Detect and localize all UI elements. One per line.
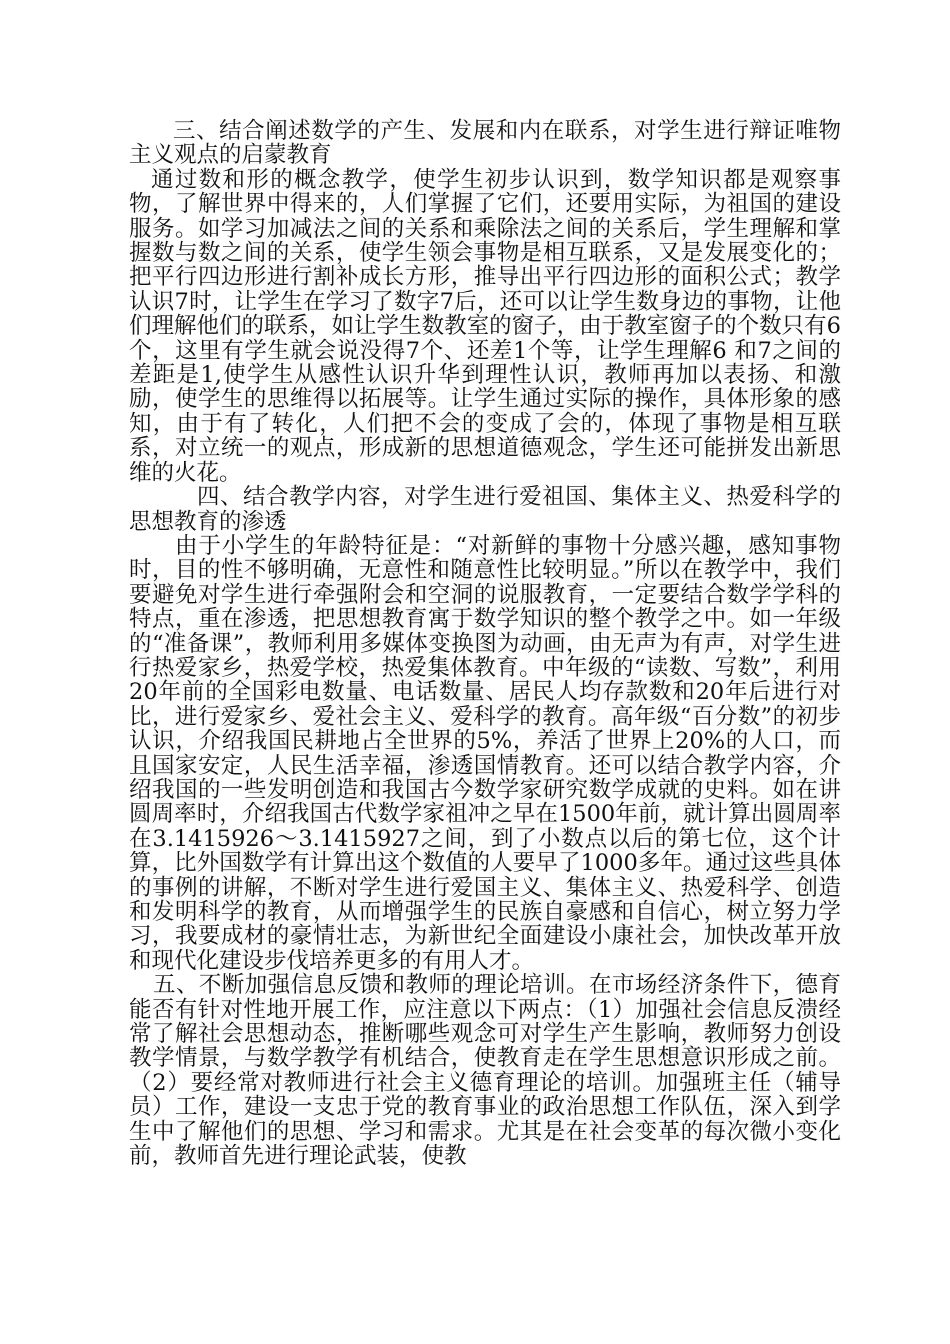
section-heading-three: 三、结合阐述数学的产生、发展和内在联系，对学生进行辩证唯物主义观点的启蒙教育 (129, 118, 841, 169)
document-page (129, 119, 841, 1168)
paragraph-three-body: 通过数和形的概念教学，使学生初步认识到，数学知识都是观察事物，了解世界中得来的，人们掌握了它们，还要用实际，为祖国的建设服务。如学习加减法之间的关系和乘除法之间的关系后，学生理解和掌握数与数之间的关系，使学生领会事物是相互联系，又是发展变化的；把平行四边形进行割补成长方形，推导出平行四边形的面积公式；教学认识7时，让学生在学习了数字7后，还可以让学生数身边的事物，让他们理解他们的联系，如让学生数教室的窗子，由于教室窗子的个数只有6个，这里有学生就会说没得7个、还差1个等，让学生理解6 和7之间的差距是1,使学生从感性认识升华到理性认识，教师再加以表扬、和激励，使学生的思维得以拓展等。让学生通过实际的操作，具体形象的感知，由于有了转化，人们把不会的变成了会的，体现了事物是相互联系，对立统一的观点，形成新的思想道德观念，学生还可能拼发出新思维的火花。 (129, 166, 841, 486)
paragraph-five-body: 五、不断加强信息反馈和教师的理论培训。在市场经济条件下，德育能否有针对性地开展工作，应注意以下两点：（1）加强社会信息反溃经常了解社会思想动态，推断哪些观念可对学生产生影响，教师努力创设教学情景，与数学教学有机结合，使教育走在学生思想意识形成之前。（2）要经常对教师进行社会主义德育理论的培训。加强班主任（辅导员）工作，建设一支忠于党的教育事业的政治思想工作队伍，深入到学生中了解他们的思想、学习和需求。尤其是在社会变革的每次微小变化前，教师首先进行理论武装，使教 (129, 972, 841, 1170)
paragraph-four-body: 由于小学生的年龄特征是：“对新鲜的事物十分感兴趣，感知事物时，目的性不够明确，无意性和随意性比较明显。”所以在教学中，我们要避免对学生进行牵强附会和空洞的说服教育，一定要结合数学学科的特点，重在渗透，把思想教育寓于数学知识的整个教学之中。如一年级的“准备课”，教师利用多媒体变换图为动画，由无声为有声，对学生进行热爱家乡，热爱学校，热爱集体教育。中年级的“读数、写数”，利用20年前的全国彩电数量、电话数量、居民人均存款数和20年后进行对比，进行爱家乡、爱社会主义、爱科学的教育。高年级“百分数”的初步认识，介绍我国民耕地占全世界的5%，养活了世界上20%的人口，而且国家安定，人民生活幸福，渗透国情教育。还可以结合教学内容，介绍我国的一些发明创造和我国古今数学家研究数学成就的史料。如在讲圆周率时，介绍我国古代数学家祖冲之早在1500年前，就计算出圆周率在3.1415926～3.1415927之间，到了小数点以后的第七位，这个计算，比外国数学有计算出这个数值的人要早了1000多年。通过这些具体的事例的讲解，不断对学生进行爱国主义、集体主义、热爱科学、创造和发明科学的教育，从而增强学生的民族自豪感和自信心，树立努力学习，我要成材的豪情壮志，为新世纪全面建设小康社会，加快改革开放和现代化建设步伐培养更多的有用人才。 (129, 532, 841, 974)
section-heading-four: 四、结合教学内容，对学生进行爱祖国、集体主义、热爱科学的思想教育的渗透 (129, 484, 841, 535)
